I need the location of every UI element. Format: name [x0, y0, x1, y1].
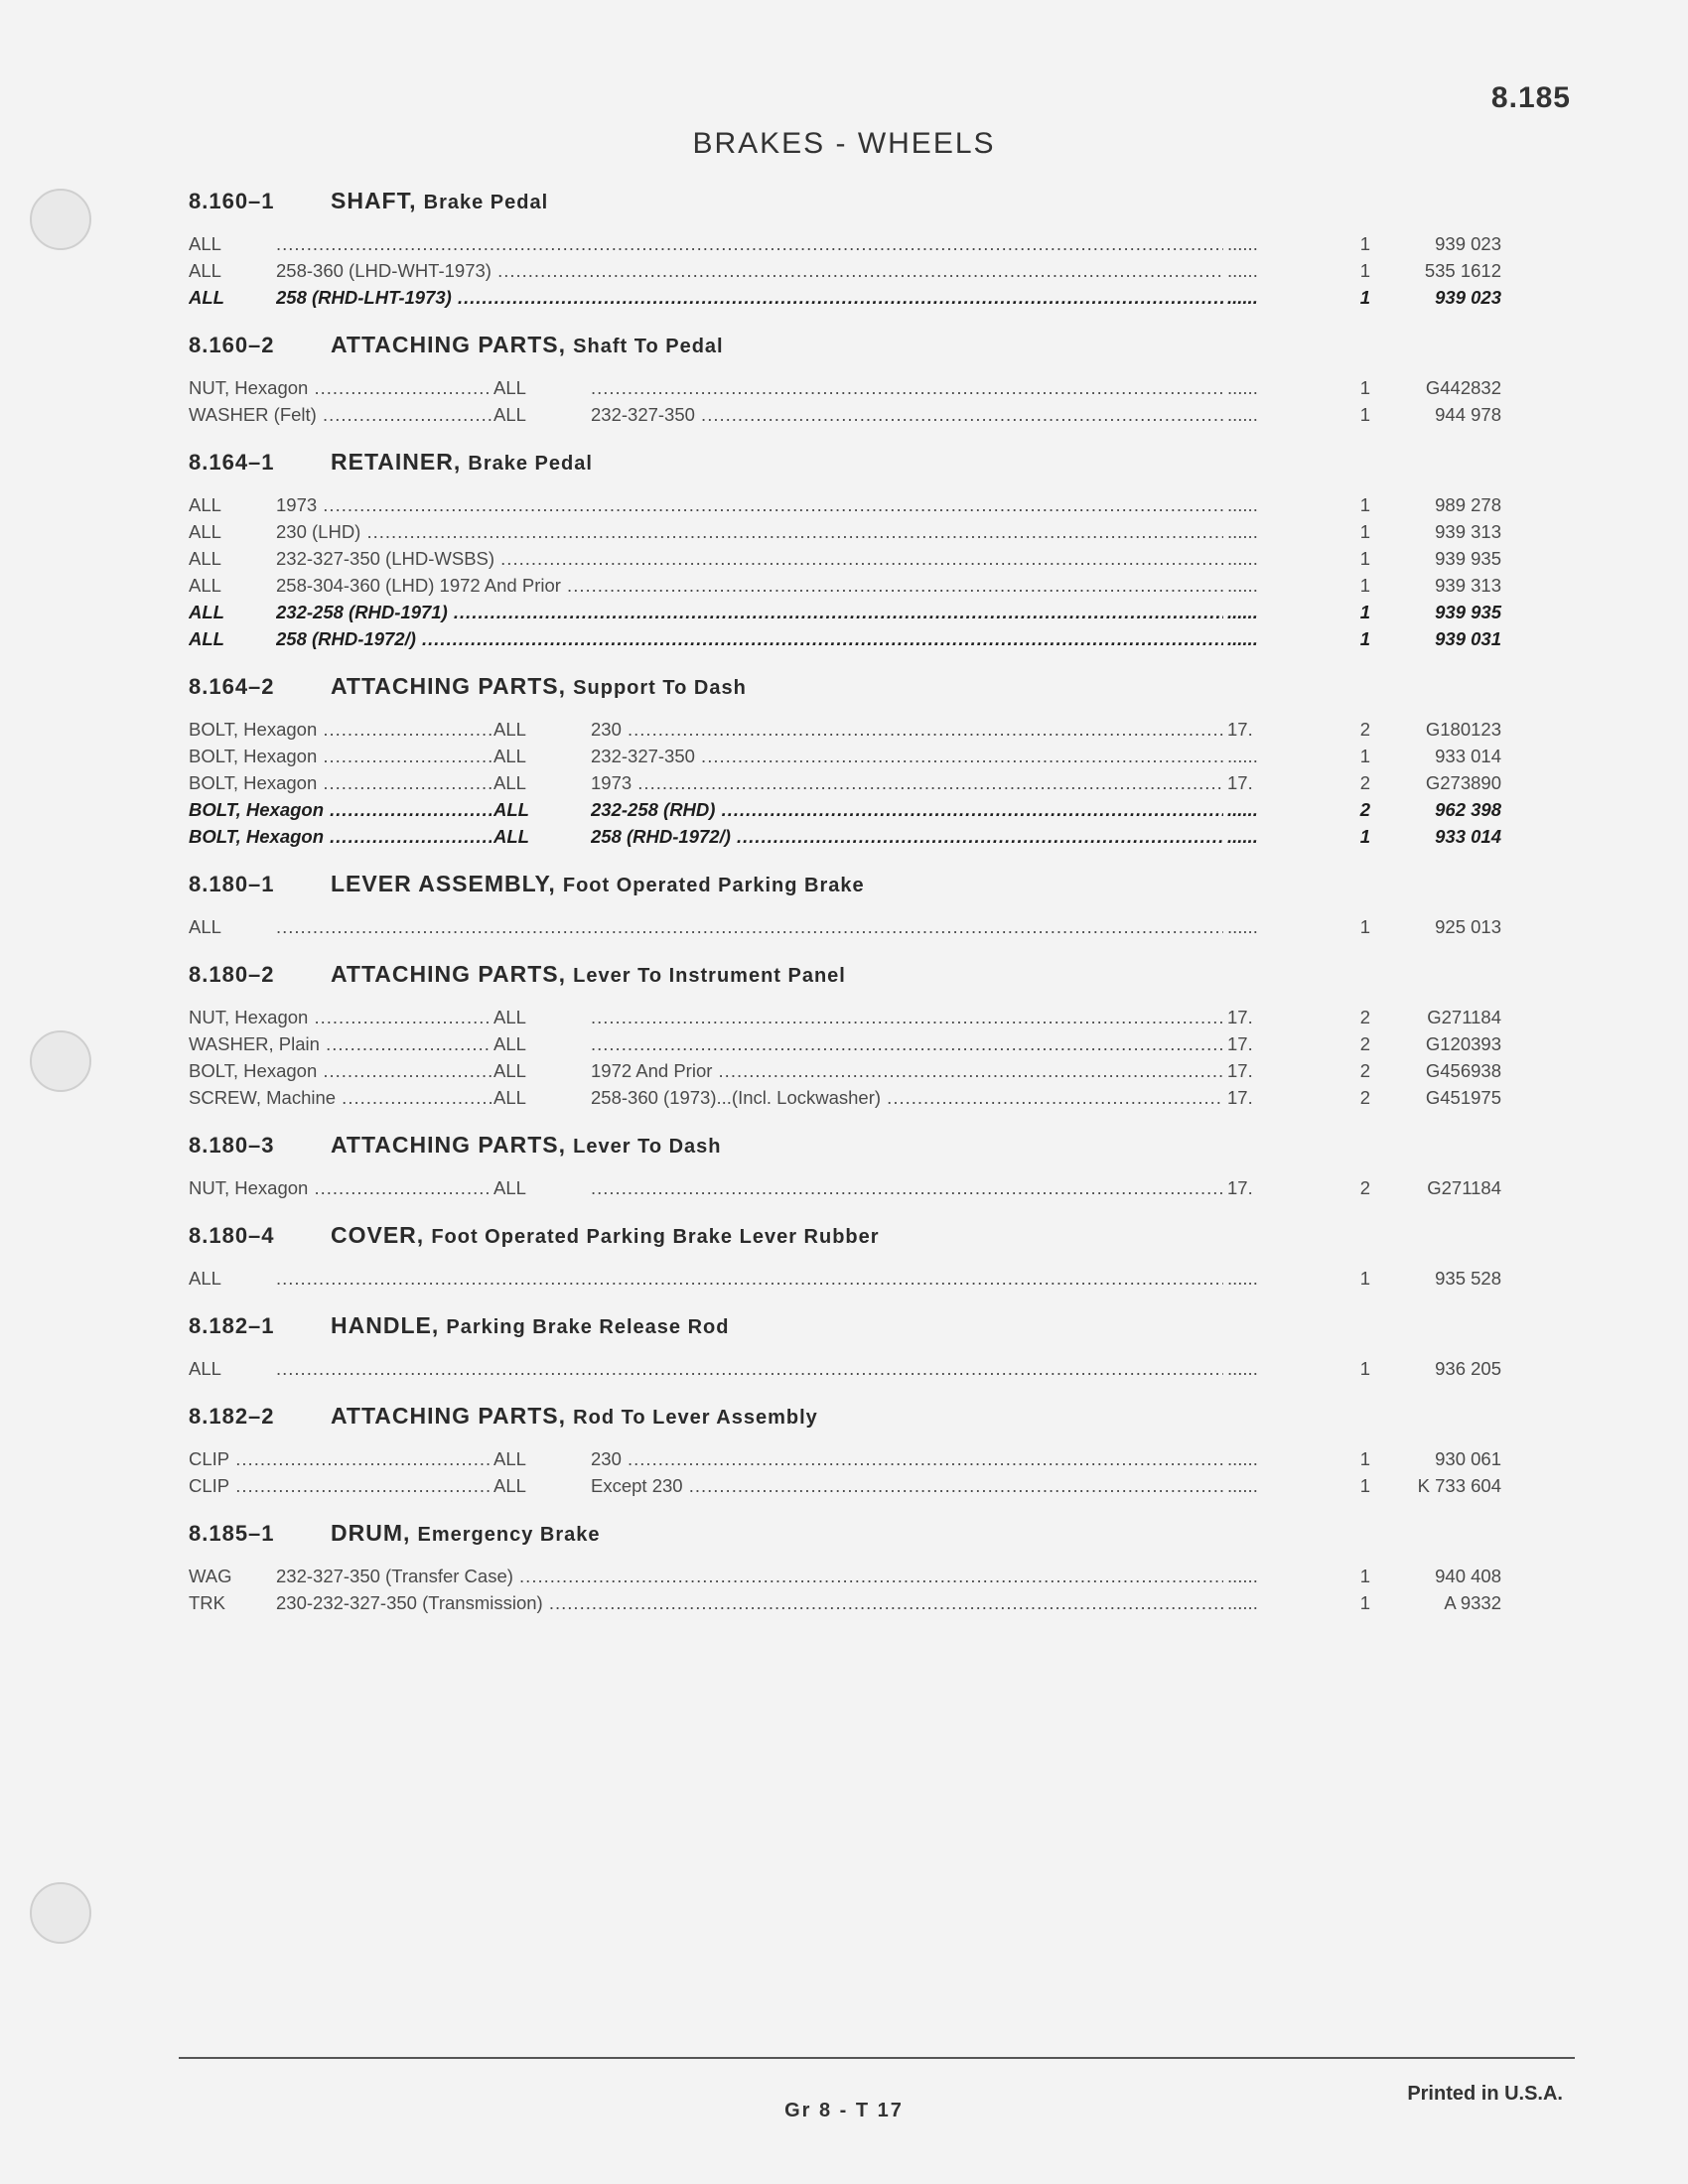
part-number: 933 014: [1435, 746, 1501, 766]
parts-section: [189, 325, 1501, 428]
quantity: 1: [1359, 1566, 1370, 1586]
reference-number: 17.: [1223, 1174, 1327, 1201]
part-number: 930 061: [1435, 1448, 1501, 1469]
parts-row: [189, 572, 1501, 599]
part-name: BOLT, Hexagon .....: [189, 1057, 492, 1084]
parts-row: [189, 913, 1501, 940]
part-name: BOLT, Hexagon .....: [189, 796, 492, 823]
part-number: 939 313: [1435, 521, 1501, 542]
part-number: 939 023: [1435, 233, 1501, 254]
parts-section: [189, 954, 1501, 1111]
application-description: 230 .....: [591, 1445, 1279, 1472]
quantity: 1: [1359, 826, 1370, 847]
model-code: ALL: [493, 1177, 526, 1198]
section-number: 8.180–4: [189, 1223, 275, 1248]
model-code: WAG: [189, 1566, 232, 1586]
application-description: 230 .....: [591, 716, 1279, 743]
section-number: 8.182–1: [189, 1313, 275, 1338]
model-code: ALL: [189, 916, 221, 937]
part-name: NUT, Hexagon .....: [189, 1004, 492, 1030]
page-title: BRAKES - WHEELS: [692, 127, 996, 160]
section-number: 8.182–2: [189, 1404, 275, 1429]
binder-hole-middle: [30, 1030, 91, 1092]
application-description: 258-360 (LHD-WHT-1973) .....: [276, 257, 1279, 284]
application-description: 232-327-350 .....: [591, 743, 1279, 769]
reference-number: 17.: [1223, 1004, 1327, 1030]
part-name: SCREW, Machine .....: [189, 1084, 492, 1111]
quantity: 1: [1359, 521, 1370, 542]
parts-row: [189, 1004, 1501, 1030]
reference-number: 17.: [1223, 1084, 1327, 1111]
reference-number: 17.: [1223, 1030, 1327, 1057]
part-number: 925 013: [1435, 916, 1501, 937]
application-description: 232-258 (RHD) .....: [591, 796, 1279, 823]
model-code: ALL: [493, 719, 526, 740]
section-number: 8.164–1: [189, 450, 275, 475]
parts-row: [189, 823, 1501, 850]
section-description: Emergency Brake: [417, 1524, 601, 1546]
quantity: 2: [1359, 1087, 1370, 1108]
quantity: 1: [1359, 287, 1370, 308]
quantity: 2: [1359, 799, 1370, 820]
application-description: 232-258 (RHD-1971) .....: [276, 599, 1279, 625]
section-description: Support To Dash: [573, 677, 747, 699]
quantity: 1: [1359, 377, 1370, 398]
model-code: ALL: [493, 799, 529, 820]
parts-section: [189, 442, 1501, 652]
parts-row: [189, 1174, 1501, 1201]
parts-row: [189, 625, 1501, 652]
model-code: ALL: [189, 260, 221, 281]
section-number: 8.180–1: [189, 872, 275, 896]
parts-section: [189, 1305, 1501, 1382]
part-number: G456938: [1425, 1060, 1501, 1081]
application-description: [591, 1030, 1279, 1057]
model-code: ALL: [189, 1358, 221, 1379]
section-description: Lever To Instrument Panel: [573, 965, 846, 987]
reference-number: 17.: [1223, 716, 1327, 743]
parts-row: [189, 1057, 1501, 1084]
quantity: 1: [1359, 575, 1370, 596]
application-description: 232-327-350 .....: [591, 401, 1279, 428]
model-code: ALL: [493, 1475, 526, 1496]
part-number: 944 978: [1435, 404, 1501, 425]
parts-row: [189, 769, 1501, 796]
section-part-name: LEVER ASSEMBLY,: [331, 871, 556, 896]
section-header: [189, 181, 1501, 220]
quantity: 2: [1359, 1007, 1370, 1027]
application-description: [276, 1355, 1279, 1382]
part-name: WASHER (Felt) .....: [189, 401, 492, 428]
model-code: ALL: [493, 1033, 526, 1054]
quantity: 1: [1359, 1448, 1370, 1469]
application-description: 1973 .....: [591, 769, 1279, 796]
application-description: 1972 And Prior .....: [591, 1057, 1279, 1084]
application-description: [591, 1174, 1279, 1201]
quantity: 2: [1359, 1033, 1370, 1054]
parts-row: [189, 545, 1501, 572]
part-number: 940 408: [1435, 1566, 1501, 1586]
part-number: 535 1612: [1424, 260, 1501, 281]
parts-row: [189, 1355, 1501, 1382]
parts-section: [189, 1215, 1501, 1292]
section-number: 8.185–1: [189, 1521, 275, 1546]
parts-row: [189, 1265, 1501, 1292]
model-code: ALL: [493, 377, 526, 398]
section-description: Foot Operated Parking Brake: [562, 875, 865, 896]
application-description: 258 (RHD-1972/) .....: [276, 625, 1279, 652]
part-name: CLIP .....: [189, 1472, 492, 1499]
section-part-name: ATTACHING PARTS,: [331, 1132, 567, 1158]
parts-section: [189, 864, 1501, 940]
section-header: [189, 1513, 1501, 1553]
section-header: [189, 666, 1501, 706]
application-description: 258 (RHD-1972/) .....: [591, 823, 1279, 850]
parts-row: [189, 796, 1501, 823]
model-code: ALL: [189, 602, 224, 622]
section-description: Brake Pedal: [423, 192, 549, 213]
section-description: Lever To Dash: [573, 1136, 722, 1158]
parts-row: [189, 1030, 1501, 1057]
part-number: G120393: [1425, 1033, 1501, 1054]
section-header: [189, 1125, 1501, 1164]
section-part-name: RETAINER,: [331, 449, 462, 475]
part-number: G271184: [1427, 1177, 1501, 1198]
application-description: 232-327-350 (LHD-WSBS) .....: [276, 545, 1279, 572]
part-number: 989 278: [1435, 494, 1501, 515]
model-code: ALL: [493, 772, 526, 793]
part-number: G273890: [1425, 772, 1501, 793]
model-code: ALL: [189, 1268, 221, 1289]
parts-row: [189, 491, 1501, 518]
part-number: A 9332: [1444, 1592, 1501, 1613]
section-number: 8.180–2: [189, 962, 275, 987]
part-number: G442832: [1425, 377, 1501, 398]
footer-divider: [179, 2057, 1575, 2059]
parts-row: [189, 716, 1501, 743]
model-code: ALL: [189, 494, 221, 515]
application-description: [276, 913, 1279, 940]
section-part-name: SHAFT,: [331, 188, 417, 213]
section-number: 8.160–1: [189, 189, 275, 213]
model-code: ALL: [493, 1448, 526, 1469]
part-number: 939 313: [1435, 575, 1501, 596]
parts-section: [189, 666, 1501, 850]
parts-row: [189, 374, 1501, 401]
part-name: BOLT, Hexagon .....: [189, 716, 492, 743]
parts-section: [189, 1125, 1501, 1201]
footer-reference: Gr 8 - T 17: [784, 2100, 904, 2121]
section-description: Shaft To Pedal: [573, 336, 724, 357]
section-description: Foot Operated Parking Brake Lever Rubber: [431, 1226, 880, 1248]
part-name: WASHER, Plain .....: [189, 1030, 492, 1057]
section-header: [189, 1305, 1501, 1345]
parts-row: [189, 1589, 1501, 1616]
parts-row: [189, 1472, 1501, 1499]
quantity: 1: [1359, 746, 1370, 766]
application-description: [276, 1265, 1279, 1292]
quantity: 1: [1359, 628, 1370, 649]
model-code: ALL: [493, 1007, 526, 1027]
model-code: ALL: [189, 548, 221, 569]
parts-row: [189, 1563, 1501, 1589]
section-part-name: ATTACHING PARTS,: [331, 673, 567, 699]
quantity: 2: [1359, 719, 1370, 740]
application-description: [591, 1004, 1279, 1030]
quantity: 1: [1359, 602, 1370, 622]
part-number: 962 398: [1435, 799, 1501, 820]
model-code: ALL: [493, 1087, 526, 1108]
model-code: ALL: [493, 404, 526, 425]
application-description: 258-360 (1973)...(Incl. Lockwasher) .....: [591, 1084, 1279, 1111]
section-part-name: HANDLE,: [331, 1312, 440, 1338]
quantity: 1: [1359, 916, 1370, 937]
part-name: CLIP .....: [189, 1445, 492, 1472]
section-header: [189, 325, 1501, 364]
parts-row: [189, 743, 1501, 769]
parts-section: [189, 1513, 1501, 1616]
section-header: [189, 864, 1501, 903]
part-number: K 733 604: [1417, 1475, 1501, 1496]
parts-row: [189, 599, 1501, 625]
application-description: 232-327-350 (Transfer Case) .....: [276, 1563, 1279, 1589]
part-name: NUT, Hexagon .....: [189, 374, 492, 401]
model-code: ALL: [189, 575, 221, 596]
quantity: 1: [1359, 494, 1370, 515]
parts-section: [189, 1396, 1501, 1499]
parts-list: [189, 181, 1501, 1630]
parts-row: [189, 401, 1501, 428]
section-description: Rod To Lever Assembly: [573, 1407, 818, 1429]
model-code: ALL: [189, 287, 224, 308]
section-number: 8.180–3: [189, 1133, 275, 1158]
parts-row: [189, 518, 1501, 545]
model-code: ALL: [493, 826, 529, 847]
quantity: 1: [1359, 233, 1370, 254]
quantity: 1: [1359, 548, 1370, 569]
application-description: 230-232-327-350 (Transmission) .....: [276, 1589, 1279, 1616]
section-part-name: ATTACHING PARTS,: [331, 961, 567, 987]
section-number: 8.164–2: [189, 674, 275, 699]
section-header: [189, 1396, 1501, 1435]
section-header: [189, 954, 1501, 994]
parts-row: [189, 1445, 1501, 1472]
part-number: G271184: [1427, 1007, 1501, 1027]
binder-hole-bottom: [30, 1882, 91, 1944]
quantity: 1: [1359, 1358, 1370, 1379]
part-name: BOLT, Hexagon .....: [189, 769, 492, 796]
application-description: [591, 374, 1279, 401]
part-name: BOLT, Hexagon .....: [189, 743, 492, 769]
parts-row: [189, 1084, 1501, 1111]
parts-row: [189, 257, 1501, 284]
reference-number: 17.: [1223, 769, 1327, 796]
printed-note: Printed in U.S.A.: [1407, 2083, 1563, 2105]
part-name: BOLT, Hexagon .....: [189, 823, 492, 850]
section-number: 8.160–2: [189, 333, 275, 357]
quantity: 1: [1359, 1592, 1370, 1613]
model-code: ALL: [493, 746, 526, 766]
section-part-name: ATTACHING PARTS,: [331, 1403, 567, 1429]
application-description: 1973 .....: [276, 491, 1279, 518]
section-part-name: ATTACHING PARTS,: [331, 332, 567, 357]
application-description: 258 (RHD-LHT-1973) .....: [276, 284, 1279, 311]
part-number: 939 031: [1435, 628, 1501, 649]
quantity: 1: [1359, 1475, 1370, 1496]
quantity: 2: [1359, 1177, 1370, 1198]
model-code: ALL: [189, 233, 221, 254]
parts-section: [189, 181, 1501, 311]
section-header: [189, 1215, 1501, 1255]
quantity: 2: [1359, 1060, 1370, 1081]
quantity: 1: [1359, 404, 1370, 425]
model-code: ALL: [493, 1060, 526, 1081]
model-code: ALL: [189, 521, 221, 542]
part-number: 933 014: [1435, 826, 1501, 847]
page-number: 8.185: [1490, 81, 1571, 114]
quantity: 1: [1359, 260, 1370, 281]
reference-number: 17.: [1223, 1057, 1327, 1084]
part-number: 935 528: [1435, 1268, 1501, 1289]
binder-hole-top: [30, 189, 91, 250]
model-code: TRK: [189, 1592, 225, 1613]
application-description: 230 (LHD) .....: [276, 518, 1279, 545]
part-number: 939 935: [1435, 602, 1501, 622]
part-number: 939 935: [1435, 548, 1501, 569]
section-part-name: COVER,: [331, 1222, 425, 1248]
quantity: 1: [1359, 1268, 1370, 1289]
section-description: Brake Pedal: [468, 453, 593, 475]
part-number: 936 205: [1435, 1358, 1501, 1379]
parts-row: [189, 284, 1501, 311]
section-part-name: DRUM,: [331, 1520, 411, 1546]
model-code: ALL: [189, 628, 224, 649]
application-description: [276, 230, 1279, 257]
section-description: Parking Brake Release Rod: [446, 1316, 730, 1338]
quantity: 2: [1359, 772, 1370, 793]
part-name: NUT, Hexagon .....: [189, 1174, 492, 1201]
section-header: [189, 442, 1501, 481]
application-description: Except 230 .....: [591, 1472, 1279, 1499]
parts-row: [189, 230, 1501, 257]
application-description: 258-304-360 (LHD) 1972 And Prior .....: [276, 572, 1279, 599]
part-number: G451975: [1425, 1087, 1501, 1108]
part-number: G180123: [1425, 719, 1501, 740]
part-number: 939 023: [1435, 287, 1501, 308]
